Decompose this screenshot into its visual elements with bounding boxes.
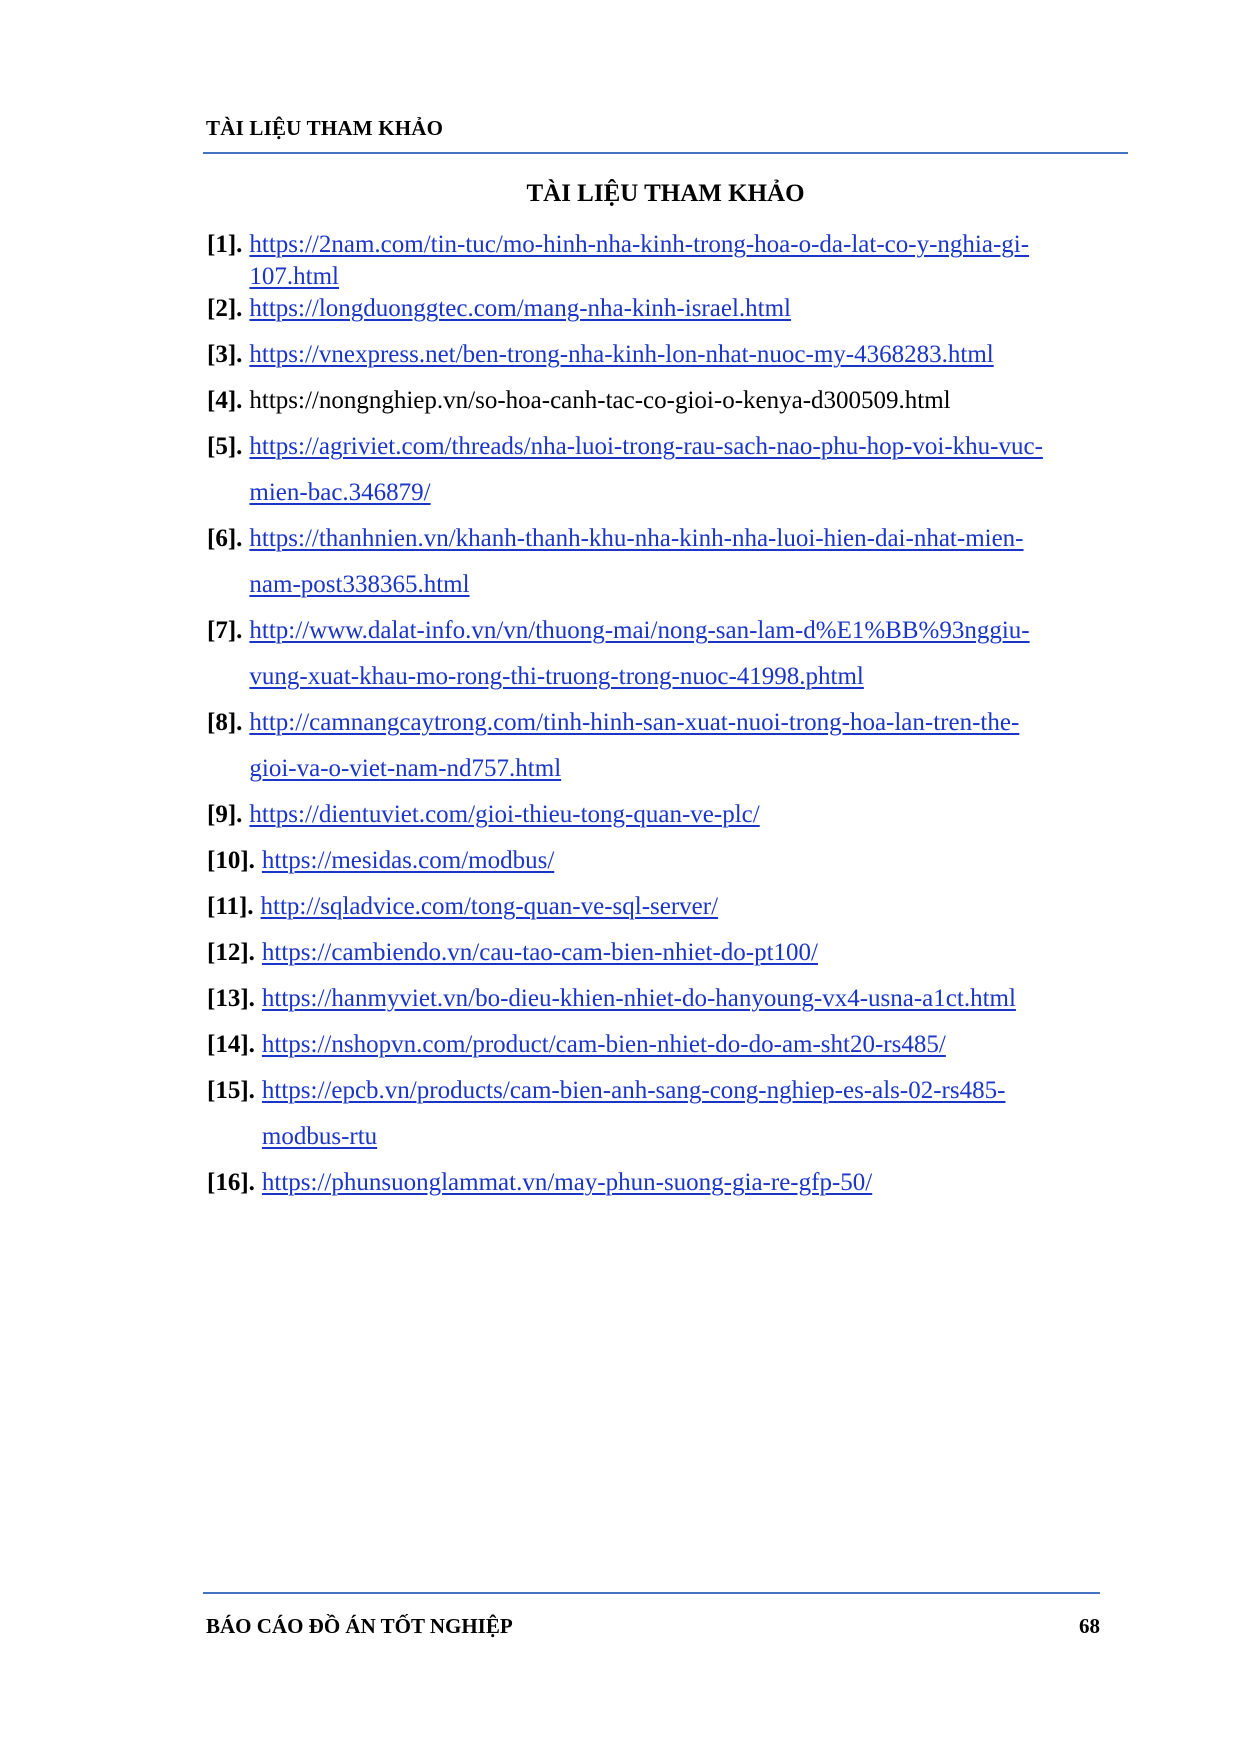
- reference-body: [249, 384, 950, 418]
- reference-link[interactable]: https://epcb.vn/products/cam-bien-anh-sang-cong-nghiep-es-als-02-rs485-: [261, 1077, 1006, 1104]
- reference-body: [249, 706, 1019, 786]
- footer-title: BÁO CÁO ĐỒ ÁN TỐT NGHIỆP: [206, 1614, 513, 1638]
- footer-divider: [203, 1592, 1100, 1594]
- reference-body: [262, 936, 818, 970]
- reference-link[interactable]: https://mesidas.com/modbus/: [261, 847, 555, 874]
- reference-item: [207, 522, 1024, 602]
- reference-number: [6].: [207, 525, 243, 552]
- reference-body: [261, 890, 719, 924]
- reference-body: [249, 430, 1043, 510]
- reference-body: [262, 1166, 872, 1200]
- reference-link[interactable]: mien-bac.346879/: [249, 479, 431, 506]
- reference-link[interactable]: https://phunsuonglammat.vn/may-phun-suong-gia-re-gfp-50/: [261, 1169, 873, 1196]
- reference-item: [207, 982, 1016, 1016]
- reference-link[interactable]: https://hanmyviet.vn/bo-dieu-khien-nhiet-do-hanyoung-vx4-usna-a1ct.html: [261, 985, 1016, 1012]
- reference-body: [249, 292, 791, 326]
- reference-body: [249, 338, 993, 372]
- reference-link[interactable]: http://sqladvice.com/tong-quan-ve-sql-server/: [260, 893, 719, 920]
- reference-link[interactable]: 107.html: [249, 263, 339, 290]
- reference-item: [207, 292, 791, 326]
- reference-item: [207, 384, 951, 418]
- reference-body: [249, 614, 1029, 694]
- reference-link[interactable]: gioi-va-o-viet-nam-nd757.html: [249, 755, 562, 782]
- reference-link[interactable]: vung-xuat-khau-mo-rong-thi-truong-trong-nuoc-41998.phtml: [249, 663, 864, 690]
- reference-number: [14].: [207, 1031, 255, 1058]
- reference-link[interactable]: https://longduonggtec.com/mang-nha-kinh-israel.html: [249, 295, 791, 322]
- reference-number: [7].: [207, 617, 243, 644]
- reference-number: [11].: [207, 893, 254, 920]
- reference-link[interactable]: https://cambiendo.vn/cau-tao-cam-bien-nhiet-do-pt100/: [261, 939, 818, 966]
- reference-number: [10].: [207, 847, 255, 874]
- reference-link[interactable]: https://dientuviet.com/gioi-thieu-tong-quan-ve-plc/: [249, 801, 760, 828]
- reference-link[interactable]: modbus-rtu: [261, 1123, 378, 1150]
- section-title: TÀI LIỆU THAM KHẢO: [526, 180, 805, 207]
- reference-item: [207, 706, 1019, 786]
- reference-link[interactable]: http://www.dalat-info.vn/vn/thuong-mai/nong-san-lam-d%E1%BB%93nggiu-: [249, 617, 1030, 644]
- reference-body: [262, 844, 554, 878]
- reference-item: [207, 1028, 946, 1062]
- reference-number: [8].: [207, 709, 243, 736]
- reference-item: [207, 614, 1030, 694]
- reference-body: [249, 522, 1023, 602]
- reference-body: [249, 798, 759, 832]
- reference-body: [262, 982, 1016, 1016]
- header-divider: [203, 152, 1128, 154]
- running-header: TÀI LIỆU THAM KHẢO: [206, 116, 444, 140]
- reference-item: [207, 798, 760, 832]
- reference-link[interactable]: https://vnexpress.net/ben-trong-nha-kinh-lon-nhat-nuoc-my-4368283.html: [249, 341, 994, 368]
- reference-item: [207, 1074, 1005, 1154]
- reference-text: https://nongnghiep.vn/so-hoa-canh-tac-co-gioi-o-kenya-d300509.html: [249, 387, 951, 414]
- reference-item: [207, 890, 718, 924]
- reference-item: [207, 228, 1029, 294]
- reference-item: [207, 936, 818, 970]
- reference-number: [9].: [207, 801, 243, 828]
- reference-number: [16].: [207, 1169, 255, 1196]
- reference-body: [249, 228, 1029, 294]
- reference-number: [5].: [207, 433, 243, 460]
- reference-number: [12].: [207, 939, 255, 966]
- reference-number: [15].: [207, 1077, 255, 1104]
- reference-link[interactable]: http://camnangcaytrong.com/tinh-hinh-san-xuat-nuoi-trong-hoa-lan-tren-the-: [249, 709, 1020, 736]
- reference-link[interactable]: https://2nam.com/tin-tuc/mo-hinh-nha-kinh-trong-hoa-o-da-lat-co-y-nghia-gi-: [249, 231, 1030, 258]
- reference-number: [13].: [207, 985, 255, 1012]
- reference-number: [1].: [207, 231, 243, 258]
- reference-item: [207, 430, 1043, 510]
- page-number: 68: [1079, 1614, 1100, 1638]
- reference-number: [3].: [207, 341, 243, 368]
- reference-link[interactable]: https://agriviet.com/threads/nha-luoi-trong-rau-sach-nao-phu-hop-voi-khu-vuc-: [249, 433, 1043, 460]
- reference-body: [262, 1074, 1006, 1154]
- reference-number: [2].: [207, 295, 243, 322]
- reference-item: [207, 1166, 872, 1200]
- reference-link[interactable]: https://nshopvn.com/product/cam-bien-nhiet-do-do-am-sht20-rs485/: [261, 1031, 946, 1058]
- reference-body: [262, 1028, 946, 1062]
- reference-link[interactable]: nam-post338365.html: [249, 571, 470, 598]
- reference-item: [207, 844, 554, 878]
- reference-number: [4].: [207, 387, 243, 414]
- reference-item: [207, 338, 994, 372]
- reference-link[interactable]: https://thanhnien.vn/khanh-thanh-khu-nha-kinh-nha-luoi-hien-dai-nhat-mien-: [249, 525, 1024, 552]
